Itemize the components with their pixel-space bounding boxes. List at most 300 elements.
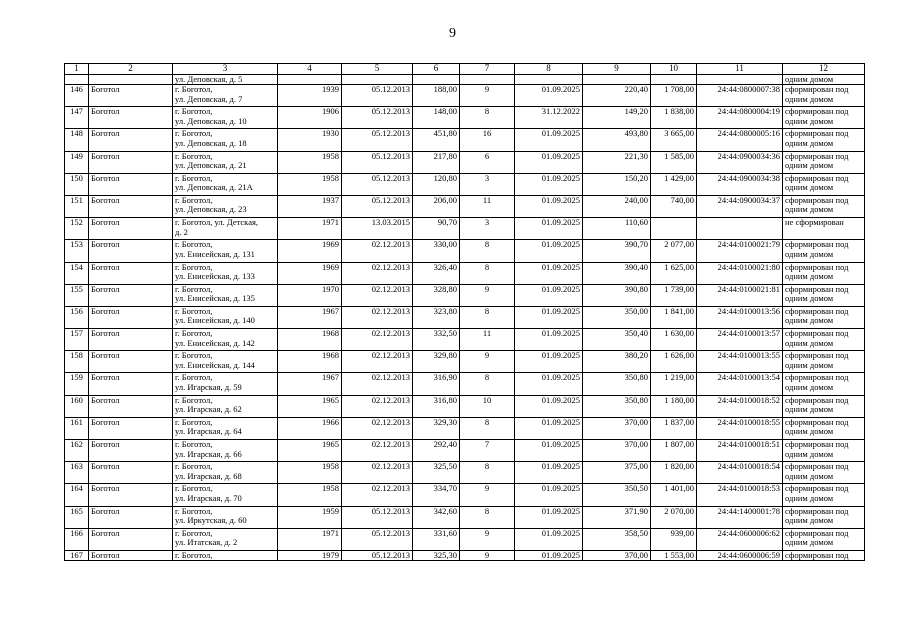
value-cell: 390,70 xyxy=(583,240,651,262)
city-cell: Боготол xyxy=(89,173,173,195)
row-number-cell: 160 xyxy=(65,395,89,417)
row-number-cell: 164 xyxy=(65,484,89,506)
city-cell: Боготол xyxy=(89,107,173,129)
year-cell: 1968 xyxy=(278,351,342,373)
land-status-cell xyxy=(783,484,865,506)
status-line-2: одним домом xyxy=(785,160,834,171)
year-cell: 1971 xyxy=(278,218,342,240)
address-line-1: г. Боготол, xyxy=(175,350,213,361)
row-number-cell: 154 xyxy=(65,262,89,284)
area-cell: 331,60 xyxy=(413,528,460,550)
date-cell: 01.09.2025 xyxy=(515,373,583,395)
land-status-cell xyxy=(783,528,865,550)
year-cell: 1979 xyxy=(278,550,342,561)
date-cell: 02.12.2013 xyxy=(342,284,413,306)
city-cell: Боготол xyxy=(89,284,173,306)
city-cell: Боготол xyxy=(89,240,173,262)
area-cell: 342,60 xyxy=(413,506,460,528)
status-line-2: одним домом xyxy=(785,537,834,548)
row-number-cell: 146 xyxy=(65,85,89,107)
value-cell: 350,80 xyxy=(583,395,651,417)
date-cell: 01.09.2025 xyxy=(515,218,583,240)
value-cell: 1 553,00 xyxy=(651,550,697,561)
quantity-cell: 6 xyxy=(460,151,515,173)
value-cell: 220,40 xyxy=(583,85,651,107)
city-cell: Боготол xyxy=(89,262,173,284)
address-line-2: ул. Деповская, д. 21А xyxy=(175,182,253,193)
row-number-cell: 166 xyxy=(65,528,89,550)
value-cell: 221,30 xyxy=(583,151,651,173)
table-row xyxy=(65,417,865,439)
table-row xyxy=(65,373,865,395)
table-row xyxy=(65,107,865,129)
quantity-cell: 8 xyxy=(460,262,515,284)
area-cell: 332,50 xyxy=(413,329,460,351)
cadastral-number-cell: 24:44:1400001:78 xyxy=(697,506,783,528)
area-cell: 323,80 xyxy=(413,306,460,328)
date-cell: 01.09.2025 xyxy=(515,440,583,462)
cadastral-number-cell: 24:44:0100013:54 xyxy=(697,373,783,395)
area-cell: 325,50 xyxy=(413,462,460,484)
row-number-cell: 153 xyxy=(65,240,89,262)
address-cell xyxy=(173,107,278,129)
status-line-1: сформирован под xyxy=(785,328,849,339)
address-cell xyxy=(173,440,278,462)
value-cell: 370,00 xyxy=(583,417,651,439)
year-cell: 1971 xyxy=(278,528,342,550)
address-line-2: ул. Игарская, д. 59 xyxy=(175,381,242,392)
city-cell: Боготол xyxy=(89,462,173,484)
date-cell: 02.12.2013 xyxy=(342,262,413,284)
value-cell: 350,00 xyxy=(583,306,651,328)
address-cell xyxy=(173,218,278,240)
address-line-2: ул. Деповская, д. 23 xyxy=(175,204,247,215)
value-cell: 375,00 xyxy=(583,462,651,484)
value-cell: 390,40 xyxy=(583,262,651,284)
date-cell: 01.09.2025 xyxy=(515,528,583,550)
table-row xyxy=(65,484,865,506)
quantity-cell: 8 xyxy=(460,373,515,395)
value-cell: 390,80 xyxy=(583,284,651,306)
date-cell: 31.12.2022 xyxy=(515,107,583,129)
area-cell: 328,80 xyxy=(413,284,460,306)
city-cell: Боготол xyxy=(89,195,173,217)
status-cell: одним домом xyxy=(783,74,865,85)
value-cell: 1 739,00 xyxy=(651,284,697,306)
value-cell: 350,40 xyxy=(583,329,651,351)
row-number-cell: 148 xyxy=(65,129,89,151)
table-row xyxy=(65,329,865,351)
address-cell xyxy=(173,351,278,373)
land-status-cell xyxy=(783,417,865,439)
address-line-1: г. Боготол, xyxy=(175,461,213,472)
date-cell: 01.09.2025 xyxy=(515,351,583,373)
city-cell: Боготол xyxy=(89,528,173,550)
area-cell: 451,80 xyxy=(413,129,460,151)
col-header: 3 xyxy=(173,64,278,75)
year-cell: 1965 xyxy=(278,440,342,462)
address-line-2: д. 2 xyxy=(175,226,188,237)
status-line-2: одним домом xyxy=(785,315,834,326)
city-cell: Боготол xyxy=(89,129,173,151)
status-line-2: одним домом xyxy=(785,248,834,259)
date-cell: 01.09.2025 xyxy=(515,240,583,262)
value-cell: 150,20 xyxy=(583,173,651,195)
address-line-1: г. Боготол, xyxy=(175,439,213,449)
quantity-cell: 9 xyxy=(460,484,515,506)
status-line-2: одним домом xyxy=(785,115,834,126)
area-cell: 325,30 xyxy=(413,550,460,561)
address-line-1: г. Боготол, xyxy=(175,262,213,272)
row-number-cell: 157 xyxy=(65,329,89,351)
address-line-1: г. Боготол, xyxy=(175,239,213,250)
status-line-1: сформирован под xyxy=(785,173,849,183)
status-line-2: одним домом xyxy=(785,137,834,148)
address-cell xyxy=(173,284,278,306)
date-cell: 05.12.2013 xyxy=(342,528,413,550)
value-cell: 350,80 xyxy=(583,373,651,395)
address-line-2: ул. Игарская, д. 70 xyxy=(175,492,242,503)
quantity-cell: 9 xyxy=(460,351,515,373)
table-row xyxy=(65,85,865,107)
year-cell: 1967 xyxy=(278,373,342,395)
cadastral-number-cell: 24:44:0100021:81 xyxy=(697,284,783,306)
table-row xyxy=(65,395,865,417)
land-status-cell xyxy=(783,262,865,284)
quantity-cell: 8 xyxy=(460,107,515,129)
address-line-2: ул. Игарская, д. 66 xyxy=(175,448,242,459)
address-cell xyxy=(173,395,278,417)
date-cell: 01.09.2025 xyxy=(515,506,583,528)
date-cell: 02.12.2013 xyxy=(342,306,413,328)
city-cell: Боготол xyxy=(89,85,173,107)
date-cell: 02.12.2013 xyxy=(342,240,413,262)
area-cell: 292,40 xyxy=(413,440,460,462)
city-cell: Боготол xyxy=(89,440,173,462)
status-line-1: сформирован под xyxy=(785,284,849,294)
continuation-row xyxy=(65,74,865,85)
value-cell: 740,00 xyxy=(651,195,697,217)
status-line-2: одним домом xyxy=(785,492,834,503)
status-line-1: сформирован под xyxy=(785,395,849,405)
year-cell: 1969 xyxy=(278,240,342,262)
status-line-1: сформирован под xyxy=(785,195,849,205)
area-cell: 326,40 xyxy=(413,262,460,284)
date-cell: 01.09.2025 xyxy=(515,173,583,195)
col-header: 8 xyxy=(515,64,583,75)
land-status-cell xyxy=(783,506,865,528)
address-line-2: ул. Енисейская, д. 131 xyxy=(175,248,255,259)
address-cell xyxy=(173,550,278,561)
row-number-cell: 165 xyxy=(65,506,89,528)
city-cell: Боготол xyxy=(89,484,173,506)
value-cell: 240,00 xyxy=(583,195,651,217)
status-line-1: сформирован под xyxy=(785,417,849,427)
col-header: 12 xyxy=(783,64,865,75)
city-cell: Боготол xyxy=(89,218,173,240)
address-line-2: ул. Деповская, д. 10 xyxy=(175,115,247,126)
table-row xyxy=(65,306,865,328)
cadastral-number-cell: 24:44:0100018:53 xyxy=(697,484,783,506)
date-cell: 13.03.2015 xyxy=(342,218,413,240)
area-cell: 90,70 xyxy=(413,218,460,240)
address-line-2: ул. Игарская, д. 62 xyxy=(175,404,242,415)
year-cell: 1970 xyxy=(278,284,342,306)
value-cell: 1 708,00 xyxy=(651,85,697,107)
status-line-1: сформирован под xyxy=(785,262,849,272)
date-cell: 05.12.2013 xyxy=(342,506,413,528)
quantity-cell: 16 xyxy=(460,129,515,151)
date-cell: 01.09.2025 xyxy=(515,85,583,107)
quantity-cell: 11 xyxy=(460,195,515,217)
quantity-cell: 8 xyxy=(460,306,515,328)
land-status-cell xyxy=(783,129,865,151)
date-cell: 05.12.2013 xyxy=(342,151,413,173)
quantity-cell: 8 xyxy=(460,240,515,262)
address-line-1: г. Боготол, xyxy=(175,483,213,494)
land-status-cell xyxy=(783,173,865,195)
year-cell: 1969 xyxy=(278,262,342,284)
date-cell: 01.09.2025 xyxy=(515,550,583,561)
cadastral-number-cell: 24:44:0800004:19 xyxy=(697,107,783,129)
value-cell: 939,00 xyxy=(651,528,697,550)
status-line-2: одним домом xyxy=(785,182,834,193)
address-line-1: г. Боготол, xyxy=(175,128,213,139)
land-status-cell xyxy=(783,329,865,351)
quantity-cell: 8 xyxy=(460,417,515,439)
col-header: 11 xyxy=(697,64,783,75)
year-cell: 1968 xyxy=(278,329,342,351)
value-cell: 1 820,00 xyxy=(651,462,697,484)
value-cell: 2 077,00 xyxy=(651,240,697,262)
address-line-2: ул. Иркутская, д. 60 xyxy=(175,515,247,526)
quantity-cell: 7 xyxy=(460,440,515,462)
area-cell: 120,80 xyxy=(413,173,460,195)
table-row xyxy=(65,218,865,240)
value-cell: 358,50 xyxy=(583,528,651,550)
cadastral-number-cell: 24:44:0100018:54 xyxy=(697,462,783,484)
table-row xyxy=(65,173,865,195)
address-line-1: г. Боготол, xyxy=(175,151,213,161)
value-cell: 2 070,00 xyxy=(651,506,697,528)
date-cell: 05.12.2013 xyxy=(342,195,413,217)
address-line-1: г. Боготол, xyxy=(175,106,213,117)
value-cell: 370,00 xyxy=(583,440,651,462)
housing-register-table xyxy=(64,63,865,561)
status-line-2: одним домом xyxy=(785,470,834,481)
date-cell: 05.12.2013 xyxy=(342,129,413,151)
row-number-cell: 167 xyxy=(65,550,89,561)
value-cell: 149,20 xyxy=(583,107,651,129)
address-cell xyxy=(173,484,278,506)
date-cell: 01.09.2025 xyxy=(515,195,583,217)
address-line-2: ул. Деповская, д. 21 xyxy=(175,160,247,171)
land-status-cell xyxy=(783,351,865,373)
address-line-1: г. Боготол, ул. Детская, xyxy=(175,217,258,228)
land-status-cell xyxy=(783,195,865,217)
land-status-cell xyxy=(783,550,865,561)
value-cell: 1 626,00 xyxy=(651,351,697,373)
land-status-cell xyxy=(783,462,865,484)
cadastral-number-cell: 24:44:0100013:55 xyxy=(697,351,783,373)
address-cell xyxy=(173,262,278,284)
address-cell xyxy=(173,85,278,107)
city-cell: Боготол xyxy=(89,506,173,528)
quantity-cell: 3 xyxy=(460,218,515,240)
year-cell: 1958 xyxy=(278,484,342,506)
date-cell: 01.09.2025 xyxy=(515,262,583,284)
value-cell: 370,00 xyxy=(583,550,651,561)
date-cell: 01.09.2025 xyxy=(515,129,583,151)
date-cell: 02.12.2013 xyxy=(342,373,413,395)
status-line-1: сформирован под xyxy=(785,151,849,161)
address-line-1: г. Боготол, xyxy=(175,328,213,339)
date-cell: 01.09.2025 xyxy=(515,306,583,328)
table-row xyxy=(65,151,865,173)
quantity-cell: 9 xyxy=(460,85,515,107)
address-line-1: г. Боготол, xyxy=(175,173,213,183)
cadastral-number-cell: 24:44:0100018:52 xyxy=(697,395,783,417)
row-number-cell: 162 xyxy=(65,440,89,462)
year-cell: 1967 xyxy=(278,306,342,328)
address-line-2: ул. Енисейская, д. 135 xyxy=(175,293,255,304)
land-status-cell xyxy=(783,395,865,417)
date-cell: 02.12.2013 xyxy=(342,417,413,439)
land-status-cell xyxy=(783,440,865,462)
date-cell: 02.12.2013 xyxy=(342,351,413,373)
value-cell xyxy=(651,218,697,240)
address-cell xyxy=(173,329,278,351)
value-cell: 1 841,00 xyxy=(651,306,697,328)
status-line-2: одним домом xyxy=(785,404,834,415)
cadastral-number-cell: 24:44:0100021:79 xyxy=(697,240,783,262)
value-cell: 1 837,00 xyxy=(651,417,697,439)
quantity-cell: 11 xyxy=(460,329,515,351)
address-line-1: г. Боготол, xyxy=(175,306,213,316)
col-header: 5 xyxy=(342,64,413,75)
row-number-cell: 161 xyxy=(65,417,89,439)
status-line-2: одним домом xyxy=(785,515,834,526)
city-cell: Боготол xyxy=(89,351,173,373)
value-cell: 371,90 xyxy=(583,506,651,528)
address-cell xyxy=(173,129,278,151)
status-line-1: сформирован под xyxy=(785,239,849,250)
address-cell xyxy=(173,173,278,195)
address-cell xyxy=(173,528,278,550)
status-line-1: сформирован под xyxy=(785,550,849,560)
year-cell: 1965 xyxy=(278,395,342,417)
value-cell: 110,60 xyxy=(583,218,651,240)
year-cell: 1930 xyxy=(278,129,342,151)
status-line-2: одним домом xyxy=(785,293,834,304)
row-number-cell: 150 xyxy=(65,173,89,195)
date-cell: 01.09.2025 xyxy=(515,417,583,439)
date-cell: 01.09.2025 xyxy=(515,329,583,351)
date-cell: 02.12.2013 xyxy=(342,329,413,351)
table-row xyxy=(65,462,865,484)
address-line-2: ул. Игарская, д. 64 xyxy=(175,426,242,437)
cadastral-number-cell: 24:44:0600006:62 xyxy=(697,528,783,550)
address-line-1: г. Боготол, xyxy=(175,372,213,383)
date-cell: 01.09.2025 xyxy=(515,284,583,306)
area-cell: 329,30 xyxy=(413,417,460,439)
area-cell: 206,00 xyxy=(413,195,460,217)
year-cell: 1906 xyxy=(278,107,342,129)
col-header: 6 xyxy=(413,64,460,75)
value-cell: 1 180,00 xyxy=(651,395,697,417)
cadastral-number-cell: 24:44:0100013:56 xyxy=(697,306,783,328)
cadastral-number-cell: 24:44:0600006:59 xyxy=(697,550,783,561)
quantity-cell: 8 xyxy=(460,506,515,528)
row-number-cell: 147 xyxy=(65,107,89,129)
city-cell: Боготол xyxy=(89,329,173,351)
cadastral-number-cell xyxy=(697,218,783,240)
date-cell: 02.12.2013 xyxy=(342,484,413,506)
address-cell xyxy=(173,373,278,395)
page-number: 9 xyxy=(449,26,456,41)
address-cell xyxy=(173,462,278,484)
land-status-cell xyxy=(783,151,865,173)
address-line-1: г. Боготол, xyxy=(175,506,213,516)
row-number-cell: 155 xyxy=(65,284,89,306)
quantity-cell: 8 xyxy=(460,462,515,484)
address-cell: ул. Деповская, д. 5 xyxy=(173,74,278,85)
row-number-cell: 158 xyxy=(65,351,89,373)
area-cell: 217,80 xyxy=(413,151,460,173)
area-cell: 188,00 xyxy=(413,85,460,107)
address-line-1: г. Боготол, xyxy=(175,417,213,427)
cadastral-number-cell: 24:44:0100013:57 xyxy=(697,329,783,351)
quantity-cell: 9 xyxy=(460,284,515,306)
address-line-1: г. Боготол, xyxy=(175,550,213,560)
address-line-2: ул. Енисейская, д. 133 xyxy=(175,271,255,281)
address-cell xyxy=(173,151,278,173)
date-cell: 02.12.2013 xyxy=(342,462,413,484)
cadastral-number-cell: 24:44:0900034:38 xyxy=(697,173,783,195)
table-row xyxy=(65,195,865,217)
date-cell: 01.09.2025 xyxy=(515,151,583,173)
table-row xyxy=(65,351,865,373)
status-line-1: сформирован под xyxy=(785,84,849,94)
year-cell: 1959 xyxy=(278,506,342,528)
col-header: 10 xyxy=(651,64,697,75)
column-number-header xyxy=(65,64,865,75)
address-line-1: г. Боготол, xyxy=(175,284,213,294)
area-cell: 148,00 xyxy=(413,107,460,129)
address-cell xyxy=(173,417,278,439)
table-row xyxy=(65,262,865,284)
quantity-cell: 10 xyxy=(460,395,515,417)
col-header: 2 xyxy=(89,64,173,75)
status-line-2: одним домом xyxy=(785,381,834,392)
cadastral-number-cell: 24:44:0900034:36 xyxy=(697,151,783,173)
area-cell: 329,80 xyxy=(413,351,460,373)
address-cell xyxy=(173,506,278,528)
status-line-2: одним домом xyxy=(785,93,834,104)
value-cell: 1 219,00 xyxy=(651,373,697,395)
status-line-1: сформирован под xyxy=(785,350,849,361)
value-cell: 1 807,00 xyxy=(651,440,697,462)
table-row xyxy=(65,550,865,561)
area-cell: 330,00 xyxy=(413,240,460,262)
area-cell: 334,70 xyxy=(413,484,460,506)
date-cell: 05.12.2013 xyxy=(342,173,413,195)
year-cell: 1939 xyxy=(278,85,342,107)
city-cell: Боготол xyxy=(89,373,173,395)
land-status-cell xyxy=(783,85,865,107)
city-cell: Боготол xyxy=(89,550,173,561)
quantity-cell: 3 xyxy=(460,173,515,195)
